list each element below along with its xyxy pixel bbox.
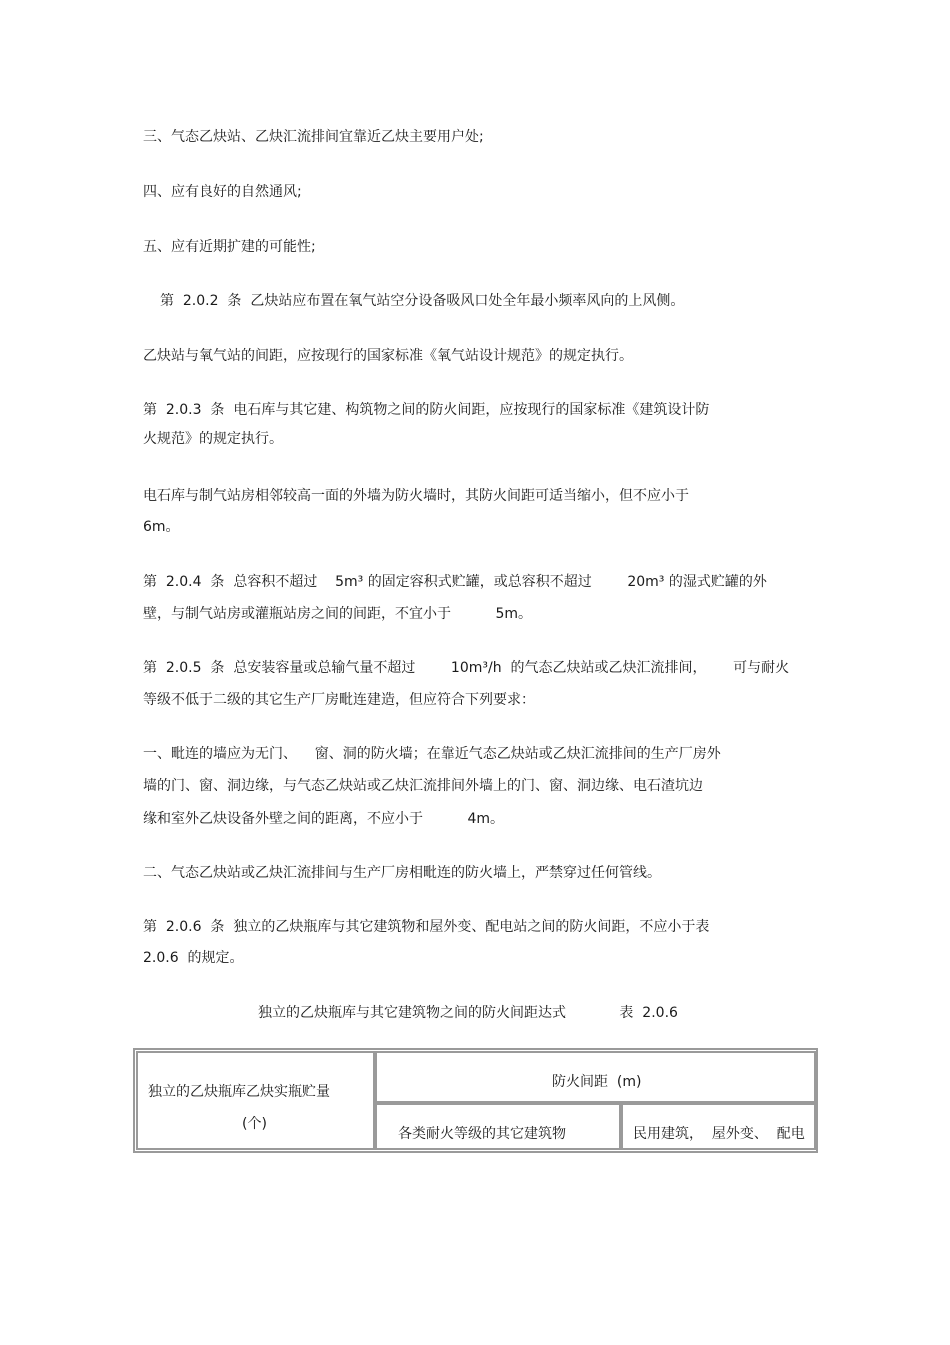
paragraph-item-5: 五、应有近期扩建的可能性; (143, 239, 316, 255)
table-header-fire-distance-label: 防火间距 (m) (552, 1074, 642, 1090)
clause-2-0-4-line1: 第 2.0.4 条 总容积不超过 5m³ 的固定容积式贮罐，或总容积不超过 20m³ 的湿式贮罐的外 (143, 574, 767, 590)
table-subheader-other-buildings-label: 各类耐火等级的其它建筑物 (398, 1126, 566, 1142)
table-subheader-civil-buildings-label: 民用建筑， 屋外变、 配电 (633, 1126, 805, 1142)
requirement-2: 二、气态乙炔站或乙炔汇流排间与生产厂房相毗连的防火墙上，严禁穿过任何管线。 (143, 865, 661, 881)
clause-2-0-4-line2: 壁，与制气站房或灌瓶站房之间的间距，不宜小于 5m。 (143, 606, 533, 622)
paragraph-carbide-store-line1: 电石库与制气站房相邻较高一面的外墙为防火墙时，其防火间距可适当缩小，但不应小于 (143, 488, 689, 504)
paragraph-acetylene-oxygen-distance: 乙炔站与氧气站的间距，应按现行的国家标准《氧气站设计规范》的规定执行。 (143, 348, 633, 364)
requirement-1-line3: 缘和室外乙炔设备外壁之间的距离，不应小于 4m。 (143, 811, 505, 827)
paragraph-carbide-store-line2: 6m。 (143, 519, 180, 535)
clause-2-0-5-line2: 等级不低于二级的其它生产厂房毗连建造，但应符合下列要求： (143, 692, 535, 708)
table-header-fire-distance-cell (375, 1051, 816, 1103)
table-header-storage-cell (136, 1051, 375, 1150)
table-header-storage-label-line2: (个) (242, 1116, 267, 1132)
table-header-storage-label-line1: 独立的乙炔瓶库乙炔实瓶贮量 (148, 1084, 330, 1100)
clause-2-0-5-line1: 第 2.0.5 条 总安装容量或总输气量不超过 10m³/h 的气态乙炔站或乙炔汇流排间， 可与耐火 (143, 660, 790, 676)
paragraph-item-4: 四、应有良好的自然通风; (143, 184, 302, 200)
table-subheader-other-buildings-cell (375, 1103, 621, 1150)
requirement-1-line1: 一、毗连的墙应为无门、 窗、洞的防火墙；在靠近气态乙炔站或乙炔汇流排间的生产厂房外 (143, 746, 721, 762)
clause-2-0-6-line2: 2.0.6 的规定。 (143, 950, 244, 966)
paragraph-item-3: 三、气态乙炔站、乙炔汇流排间宜靠近乙炔主要用户处; (143, 129, 484, 145)
clause-2-0-6-line1: 第 2.0.6 条 独立的乙炔瓶库与其它建筑物和屋外变、配电站之间的防火间距，不应小于表 (143, 919, 710, 935)
requirement-1-line2: 墙的门、窗、洞边缘，与气态乙炔站或乙炔汇流排间外墙上的门、窗、洞边缘、电石渣坑边 (143, 778, 703, 794)
clause-2-0-2: 第 2.0.2 条 乙炔站应布置在氧气站空分设备吸风口处全年最小频率风向的上风侧。 (160, 293, 685, 309)
table-caption: 独立的乙炔瓶库与其它建筑物之间的防火间距达式 表 2.0.6 (258, 1005, 678, 1021)
clause-2-0-3-line2: 火规范》的规定执行。 (143, 431, 283, 447)
table-subheader-civil-buildings-cell (621, 1103, 816, 1150)
fire-distance-table (133, 1048, 818, 1153)
clause-2-0-3-line1: 第 2.0.3 条 电石库与其它建、构筑物之间的防火间距，应按现行的国家标准《建筑设计防 (143, 402, 710, 418)
